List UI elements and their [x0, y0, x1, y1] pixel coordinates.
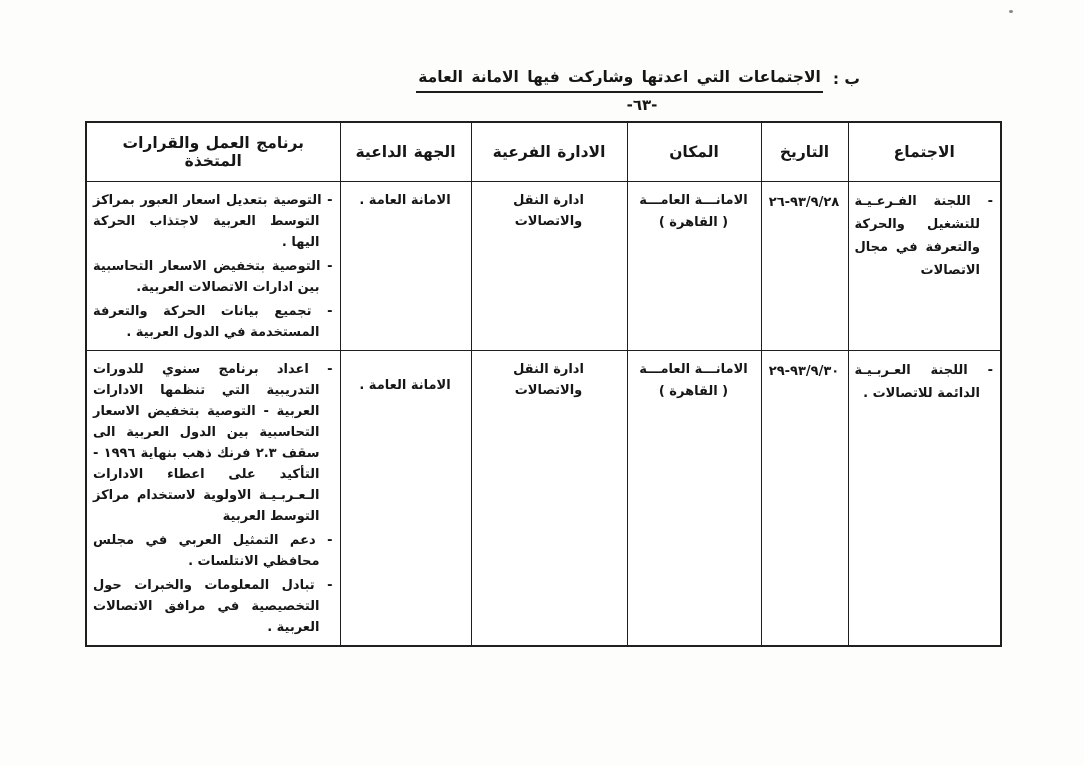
program-item: - التوصية بتعديل اسعار العبور بمراكز التوسط العربية لاجتذاب الحركة اليها . [93, 193, 333, 250]
date-cell [761, 182, 848, 351]
program-item: - دعم التمثيل العربي في مجلس محافظي الانتلسات . [93, 533, 333, 569]
meeting-cell [848, 351, 1001, 647]
place-city: ( القاهرة ) [658, 384, 729, 399]
column-header-work-program: برنامج العمل والقرارات المتخذة [86, 122, 340, 182]
place-cell [627, 182, 761, 351]
inviting-body-name: الامانة العامة . [359, 193, 451, 208]
sub-admin-cell [471, 182, 627, 351]
meeting-name: - اللجنة الفـرعـيـة للتشغيل والحركة والتعرفة في مجال الاتصالات [854, 194, 993, 278]
column-header-meeting: الاجتماع [848, 122, 1001, 182]
place-name: الامانـــة العامـــة [639, 193, 748, 208]
meeting-name: - اللجنة العـربـيـة الدائمة للاتصالات . [854, 363, 993, 401]
program-item: - تبادل المعلومات والخبرات حول التخصيصية في مرافق الاتصالات العربية . [93, 578, 333, 635]
inviting-body-name: الامانة العامة . [359, 378, 451, 393]
column-header-inviting-body: الجهة الداعية [340, 122, 471, 182]
program-cell [86, 351, 340, 647]
inviting-cell [340, 182, 471, 351]
column-header-date: التاريخ [761, 122, 848, 182]
table-row [86, 351, 1001, 647]
page-header [416, 68, 860, 93]
sub-admin-cell [471, 351, 627, 647]
meeting-cell [848, 182, 1001, 351]
sub-admin-name: ادارة النقل والاتصالات [513, 362, 584, 398]
program-item: - تجميع بيانات الحركة والتعرفة المستخدمة في الدول العربية . [93, 304, 333, 340]
date-cell [761, 351, 848, 647]
table-row [86, 182, 1001, 351]
place-name: الامانـــة العامـــة [639, 362, 748, 377]
inviting-cell [340, 351, 471, 647]
column-header-place: المكان [627, 122, 761, 182]
program-item: - اعداد برنامج سنوي للدورات التدريبية التي تنظمها الادارات العربية - التوصية بتخفيض الاسعار التحاسبية بين الدول العربية الى سقف ٢.٣ فرنك ذهب بنهاية ١٩٩٦ - التأكيد على اعطاء الادارات الـعـربـيـة الاولوية لاستخدام مراكز التوسط العربية [93, 362, 333, 524]
header-row [86, 122, 1001, 182]
page-title: الاجتماعات التي اعدتها وشاركت فيها الامانة العامة [416, 68, 823, 93]
program-cell [86, 182, 340, 351]
section-letter: ب : [832, 70, 860, 88]
program-item: - التوصية بتخفيض الاسعار التحاسبية بين ادارات الاتصالات العربية. [93, 259, 333, 295]
meeting-date: ٩٣/٩/٢٨-٢٦ [768, 195, 840, 210]
scan-artifact-dot [1009, 10, 1013, 13]
page-number: -٦٣- [626, 96, 658, 114]
column-header-sub-admin: الادارة الفرعية [471, 122, 627, 182]
meeting-date: ٩٣/٩/٣٠-٢٩ [768, 364, 840, 379]
place-cell [627, 351, 761, 647]
meetings-table-wrapper [85, 121, 1002, 647]
sub-admin-name: ادارة النقل والاتصالات [513, 193, 584, 229]
meetings-table [85, 121, 1002, 647]
place-city: ( القاهرة ) [658, 215, 729, 230]
